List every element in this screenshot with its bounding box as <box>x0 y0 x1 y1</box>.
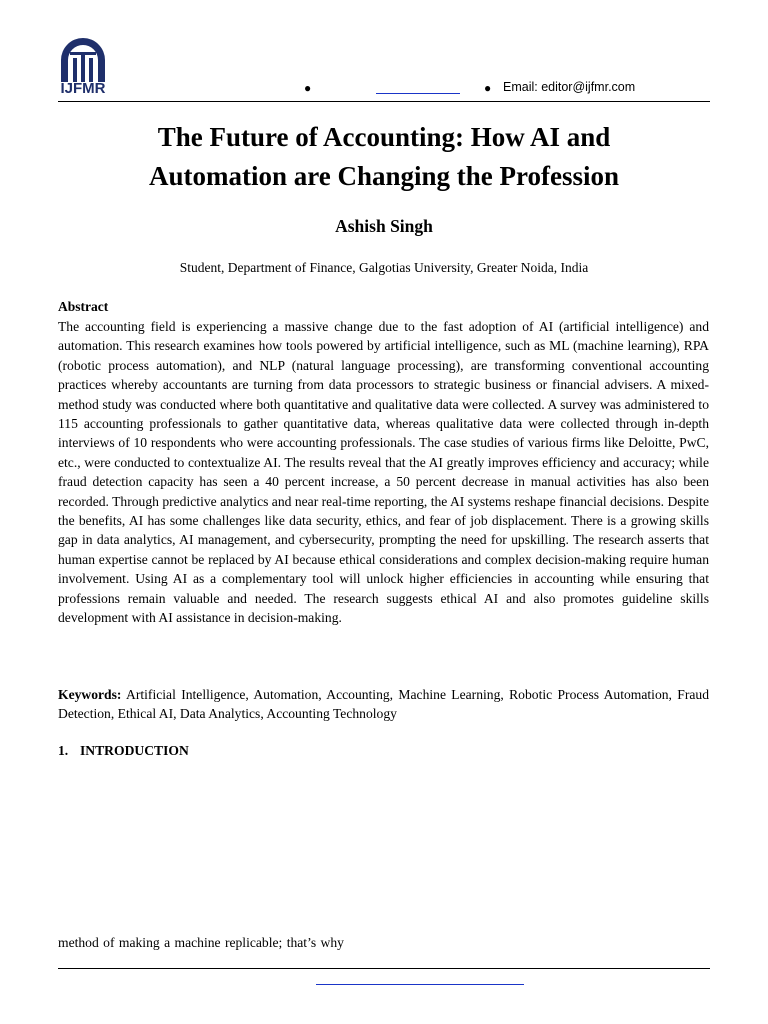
keywords-paragraph <box>58 685 709 724</box>
abstract-heading: Abstract <box>58 299 109 314</box>
footer-divider <box>58 968 710 969</box>
header-divider <box>58 101 710 102</box>
header-bullet-2: ● <box>484 81 492 95</box>
keywords-label: Keywords: <box>58 687 122 702</box>
journal-logo <box>58 38 108 100</box>
section-heading-introduction <box>58 743 189 759</box>
section-number: 1. <box>58 743 69 758</box>
keywords-list: Artificial Intelligence, Automation, Accounting, Machine Learning, Robotic Process Automation, Fraud Detection, Ethical AI, Data Analytics, Accounting Technology <box>58 687 709 722</box>
body-text-snippet: method of making a machine replicable; that’s why <box>58 935 344 950</box>
section-title: INTRODUCTION <box>80 743 189 758</box>
logo-arch-icon <box>58 38 108 82</box>
logo-text: IJFMR <box>60 80 106 97</box>
paper-title <box>58 118 710 196</box>
abstract-body: The accounting field is experiencing a massive change due to the fast adoption of AI (artificial intelligence) and automation. This research examines how tools powered by artificial intelligence, such as ML (machine learning), RPA (robotic process automation), and NLP (natural language processing), are transforming conventional accounting practices whereby accountants are turning from data processors to strategic business or financial advisers. A mixed-method study was conducted where both quantitative and qualitative data were collected. A survey was administered to 115 accounting professionals to gather quantitative data, whereas qualitative data were collected through in-depth interviews of 10 respondents who were accounting professionals. The case studies of various firms like Deloitte, PwC, etc., were conducted to contextualize AI. The results reveal that the AI greatly improves efficiency and accuracy; while fraud detection capacity has seen a 40 percent increase, a 50 percent decrease in manual activities has also been recorded. Through predictive analytics and near real-time reporting, the AI systems reshape financial decisions. Despite the benefits, AI has some challenges like data security, ethics, and fear of job displacement. There is a growing skills gap in data analytics, AI management, and cybersecurity, prompting the need for upskilling. The research asserts that human expertise cannot be replaced by AI because ethical considerations and complex decision-making require human involvement. Using AI as a complementary tool will unlock higher efficiencies in accounting while ensuring that professions remain valuable and needed. The research suggests ethical AI and also promotes guideline skills development with AI assistance in decision-making. <box>58 319 709 626</box>
header-email[interactable]: Email: editor@ijfmr.com <box>503 80 636 94</box>
header-bullet-1: ● <box>304 81 312 95</box>
footer-link[interactable] <box>316 984 524 985</box>
author-affiliation: Student, Department of Finance, Galgotias University, Greater Noida, India <box>179 260 589 275</box>
header-link[interactable] <box>376 93 460 94</box>
paper-title-line-1: The Future of Accounting: How AI and <box>157 122 611 152</box>
paper-title-line-2: Automation are Changing the Profession <box>148 161 620 191</box>
paper-author: Ashish Singh <box>335 216 433 236</box>
